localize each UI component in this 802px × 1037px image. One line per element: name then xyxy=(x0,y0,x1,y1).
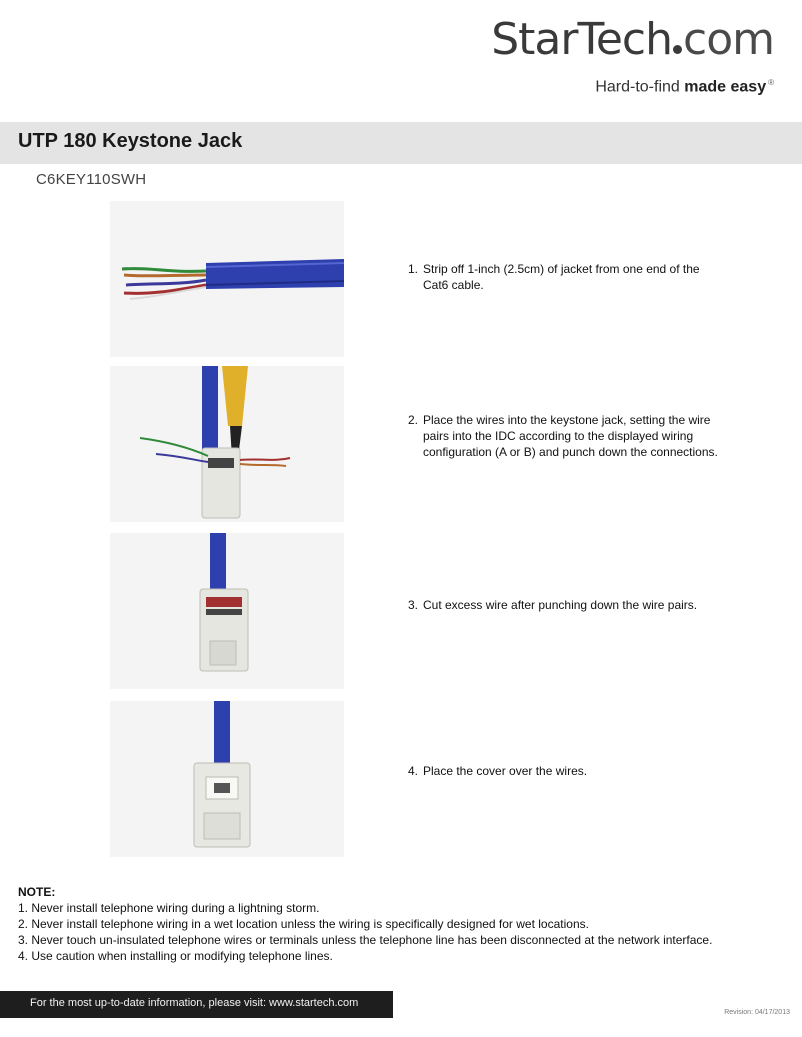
safety-note xyxy=(18,884,798,964)
stripped-cable-illustration xyxy=(110,201,344,357)
logo-name-end: com xyxy=(683,14,774,65)
punch-down-illustration xyxy=(110,366,344,522)
logo-name-start: StarTech xyxy=(491,14,673,65)
trimmed-jack-illustration xyxy=(110,533,344,689)
title-band xyxy=(0,122,802,164)
footer-text: For the most up-to-date information, please visit: www.startech.com xyxy=(30,997,359,1009)
step-number: 1. xyxy=(408,262,419,276)
step-3-text xyxy=(408,597,718,613)
covered-jack-illustration xyxy=(110,701,344,857)
logo-dot xyxy=(673,45,682,54)
step-number: 4. xyxy=(408,764,419,778)
step-4-photo xyxy=(110,701,344,857)
step-1-text xyxy=(408,261,718,293)
step-description: Place the wires into the keystone jack, setting the wire pairs into the IDC according to the displayed wiring configuration (A or B) and punch down the connections. xyxy=(423,413,718,459)
step-number: 3. xyxy=(408,598,419,612)
step-description: Strip off 1-inch (2.5cm) of jacket from one end of the Cat6 cable. xyxy=(423,262,700,292)
note-item: 2. Never install telephone wiring in a wet location unless the wiring is specifically designed for wet locations. xyxy=(18,917,589,931)
tagline-light: Hard-to-find xyxy=(595,78,685,96)
product-sku: C6KEY110SWH xyxy=(36,171,147,188)
step-4-text xyxy=(408,763,718,779)
step-1-photo xyxy=(110,201,344,357)
footer-bar xyxy=(0,991,393,1018)
step-number: 2. xyxy=(408,413,419,427)
step-2-photo xyxy=(110,366,344,522)
note-item: 3. Never touch un-insulated telephone wires or terminals unless the telephone line has been disconnected at the network interface. xyxy=(18,933,713,947)
revision-date: Revision: 04/17/2013 xyxy=(724,1009,790,1016)
registered-mark: ® xyxy=(768,78,774,87)
step-2-text xyxy=(408,412,718,460)
tagline-bold: made easy xyxy=(684,78,767,96)
note-title: NOTE: xyxy=(18,885,56,899)
step-3-photo xyxy=(110,533,344,689)
startech-logo xyxy=(454,14,774,104)
note-item: 4. Use caution when installing or modifying telephone lines. xyxy=(18,949,333,963)
logo-wordmark xyxy=(491,14,774,65)
note-item: 1. Never install telephone wiring during a lightning storm. xyxy=(18,901,320,915)
page-title: UTP 180 Keystone Jack xyxy=(18,130,243,152)
logo-tagline xyxy=(595,78,774,96)
step-description: Cut excess wire after punching down the wire pairs. xyxy=(423,598,698,612)
step-description: Place the cover over the wires. xyxy=(423,764,588,778)
